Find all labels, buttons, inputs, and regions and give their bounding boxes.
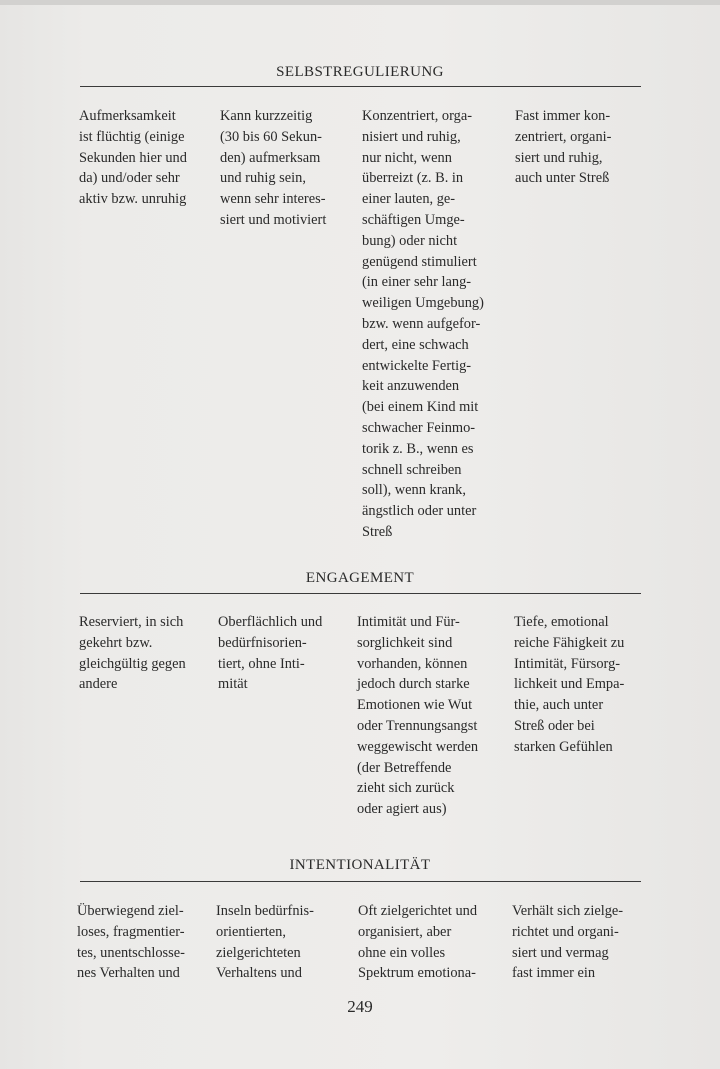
- cell-line: schnell schreiben: [362, 461, 462, 478]
- cell-line: starken Gefühlen: [514, 738, 613, 755]
- cell-line: Streß: [362, 523, 393, 540]
- cell-line: oder agiert aus): [357, 801, 447, 818]
- cell-line: torik z. B., wenn es: [362, 440, 474, 457]
- section-rule: [80, 86, 641, 87]
- section-rule: [80, 881, 641, 882]
- cell-line: siert und motiviert: [220, 211, 327, 228]
- cell-line: bung) oder nicht: [362, 232, 458, 249]
- cell-line: sorglichkeit sind: [357, 634, 453, 651]
- section-rule: [80, 593, 641, 594]
- cell-line: Fast immer kon-: [515, 108, 611, 124]
- table-cell: [514, 612, 624, 758]
- cell-line: (bei einem Kind mit: [362, 399, 479, 416]
- cell-line: einer lauten, ge-: [362, 191, 456, 208]
- cell-line: Inseln bedürfnis-: [216, 903, 314, 919]
- cell-line: ohne ein volles: [358, 944, 446, 961]
- table-cell: [218, 612, 322, 695]
- cell-line: auch unter Streß: [515, 170, 610, 187]
- table-cell: [77, 901, 185, 984]
- cell-line: tiert, ohne Inti-: [218, 655, 305, 672]
- cell-line: jedoch durch starke: [357, 676, 470, 693]
- cell-line: genügend stimuliert: [362, 253, 477, 270]
- cell-line: siert und vermag: [512, 944, 609, 961]
- page-top-edge: [0, 0, 720, 5]
- cell-line: Oberflächlich und: [218, 614, 323, 630]
- cell-line: nisiert und ruhig,: [362, 128, 461, 145]
- cell-line: den) aufmerksam: [220, 149, 321, 166]
- cell-line: überreizt (z. B. in: [362, 170, 464, 187]
- cell-line: Verhaltens und: [216, 965, 302, 982]
- cell-line: loses, fragmentier-: [77, 923, 185, 940]
- cell-line: fast immer ein: [512, 965, 596, 982]
- cell-line: weiligen Umgebung): [362, 295, 484, 312]
- table-cell: [79, 612, 186, 695]
- cell-line: lichkeit und Empa-: [514, 676, 625, 693]
- cell-line: Intimität und Für-: [357, 614, 460, 630]
- cell-line: mität: [218, 676, 248, 693]
- cell-line: schäftigen Umge-: [362, 211, 465, 228]
- cell-line: (30 bis 60 Sekun-: [220, 128, 322, 145]
- cell-line: Sekunden hier und: [79, 149, 187, 166]
- table-cell: [216, 901, 314, 984]
- cell-line: soll), wenn krank,: [362, 482, 466, 499]
- cell-line: Verhält sich zielge-: [512, 903, 624, 919]
- table-cell: [357, 612, 478, 820]
- cell-line: schwacher Feinmo-: [362, 419, 476, 436]
- section-heading: SELBSTREGULIERUNG: [276, 64, 444, 80]
- table-cell: [512, 901, 623, 984]
- table-cell: [220, 106, 326, 231]
- cell-line: richtet und organi-: [512, 923, 619, 940]
- table-cell: [358, 901, 477, 984]
- cell-line: Spektrum emotiona-: [358, 965, 476, 982]
- cell-line: aktiv bzw. unruhig: [79, 191, 187, 208]
- cell-line: ist flüchtig (einige: [79, 128, 185, 145]
- cell-line: gekehrt bzw.: [79, 634, 153, 651]
- cell-line: vorhanden, können: [357, 655, 468, 672]
- cell-line: orientierten,: [216, 923, 286, 940]
- cell-line: oder Trennungsangst: [357, 717, 478, 734]
- cell-line: Oft zielgerichtet und: [358, 903, 478, 919]
- cell-line: ängstlich oder unter: [362, 503, 477, 520]
- cell-line: bzw. wenn aufgefor-: [362, 315, 481, 332]
- cell-line: Reserviert, in sich: [79, 614, 184, 630]
- table-cell: [362, 106, 484, 543]
- cell-line: siert und ruhig,: [515, 149, 603, 166]
- cell-line: keit anzuwenden: [362, 378, 460, 395]
- cell-line: Streß oder bei: [514, 717, 595, 734]
- cell-line: Kann kurzzeitig: [220, 108, 313, 124]
- cell-line: zieht sich zurück: [357, 780, 455, 797]
- cell-line: organisiert, aber: [358, 923, 452, 940]
- page-number: 249: [347, 997, 373, 1016]
- cell-line: Tiefe, emotional: [514, 614, 609, 630]
- cell-line: Konzentriert, orga-: [362, 108, 473, 124]
- cell-line: reiche Fähigkeit zu: [514, 634, 625, 651]
- cell-line: Intimität, Fürsorg-: [514, 655, 621, 672]
- section-heading: ENGAGEMENT: [305, 570, 415, 586]
- cell-line: zielgerichteten: [216, 944, 301, 961]
- cell-line: andere: [79, 676, 118, 693]
- cell-line: da) und/oder sehr: [79, 170, 180, 187]
- cell-line: wenn sehr interes-: [220, 191, 326, 208]
- cell-line: zentriert, organi-: [515, 128, 612, 145]
- cell-line: und ruhig sein,: [220, 170, 306, 187]
- cell-line: (der Betreffende: [357, 759, 452, 776]
- cell-line: nes Verhalten und: [77, 965, 180, 982]
- cell-line: thie, auch unter: [514, 697, 604, 714]
- cell-line: entwickelte Fertig-: [362, 357, 472, 374]
- cell-line: nur nicht, wenn: [362, 149, 452, 166]
- section-heading: INTENTIONALITÄT: [289, 857, 431, 873]
- cell-line: tes, unentschlosse-: [77, 944, 185, 961]
- cell-line: dert, eine schwach: [362, 336, 469, 353]
- cell-line: Überwiegend ziel-: [77, 903, 184, 919]
- cell-line: (in einer sehr lang-: [362, 274, 472, 291]
- table-cell: [515, 106, 611, 189]
- cell-line: bedürfnisorien-: [218, 634, 307, 651]
- table-cell: [79, 106, 187, 210]
- cell-line: Emotionen wie Wut: [357, 697, 473, 714]
- cell-line: Aufmerksamkeit: [79, 108, 176, 124]
- cell-line: gleichgültig gegen: [79, 655, 186, 672]
- cell-line: weggewischt werden: [357, 738, 479, 755]
